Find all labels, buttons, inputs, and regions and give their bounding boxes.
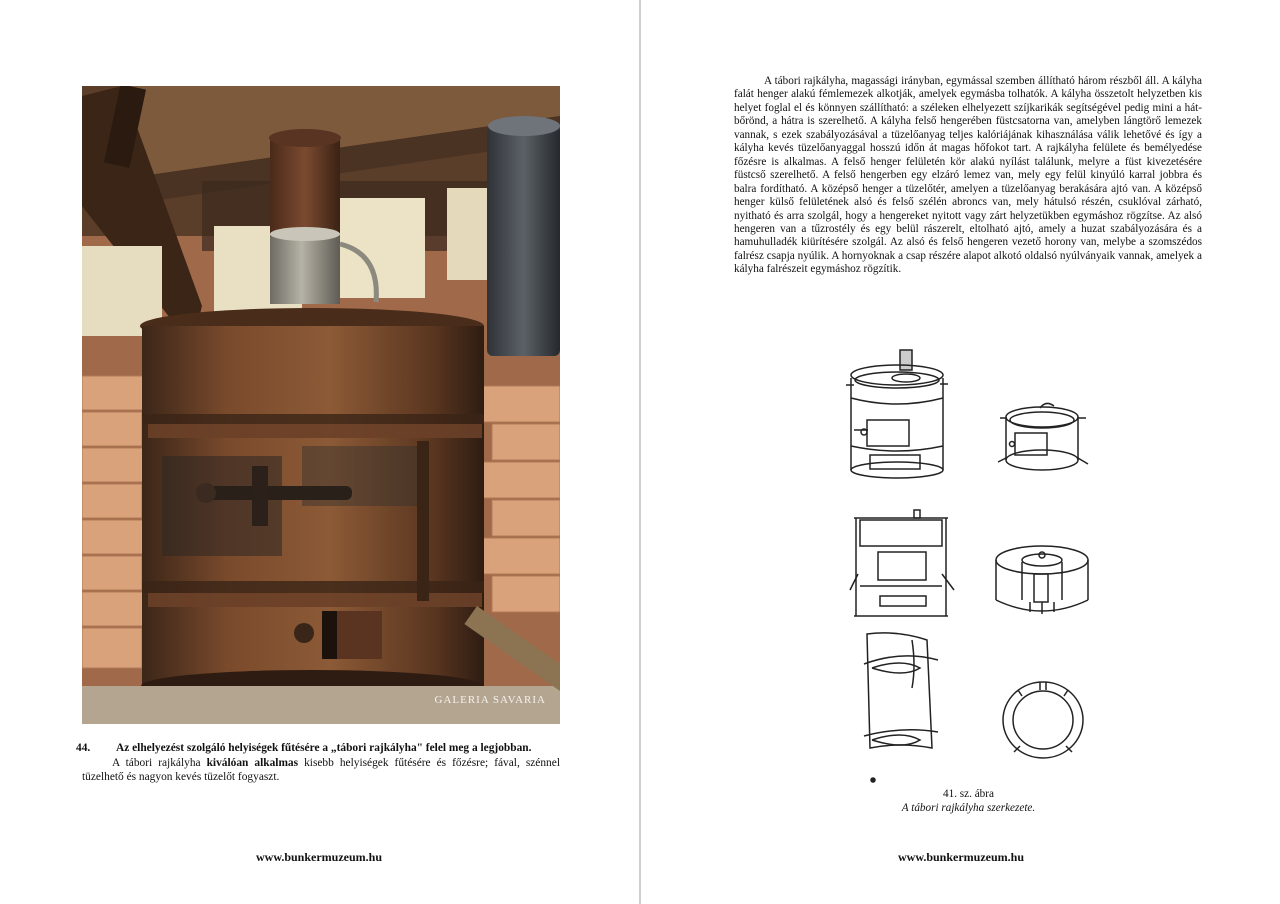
stove-technical-drawing <box>642 0 1280 904</box>
caption-body-prefix: A tábori rajkályha <box>112 756 207 769</box>
left-page <box>0 0 638 904</box>
drawing-hinge-band <box>864 633 938 782</box>
figure-caption <box>876 787 1061 815</box>
left-footer-url: www.bunkermuzeum.hu <box>255 850 383 864</box>
stove-description-text: A tábori rajkályha, magassági irányban, egymással szemben állítható három részből áll. A kályha falát henger alakú fémlemezek alkotják, amelyek egymásba tolhatók. A kályha összetolt helyzetben kis helyet foglal el és könnyen szállítható: a széleken elhelyezett szíjkarikák segítségével pedig mini a hát-bőrönd, a hátra is szerelhető. A kályha felső hengerében füstcsatorna van, amelyben lángtörő lemezek vannak, s ezek szabályozásával a tüzelőanyag teljes kalóriájának kihasználása válik lehetővé és így a kályha kevés tüzelőanyaggal hosszú időn át magas hőfokot tart. A rajkályha felülete és bemélyedése főzésre is alkalmas. A felső henger felületén kör alakú nyílást találunk, melyre a füst kivezetésére füstcső szerelhető. A felső hengerben egy elzáró lemez van, mely egy felül kinyúló karral jobbra és balra fordítható. A középső henger a tüzelőtér, amelyen a tüzelőanyag berakására ajtó van. A középső henger külső felületének alsó és felső szélén abroncs van, mely hátulsó részén, csuklóval zárható, nyitható és arra szolgál, hogy a hengereket nyitott vagy zárt helyzetükben egymáshoz rögzítse. Az alsó hengeren van a tűzrostély és egy belül rászerelt, eltolható ajtó, amely a huzat szabályozására és a hamuhulladék kiürítésére szolgál. Az alsó és felső hengeren vezető horony van, melybe a szomszédos falrész csapja nyúlik. A hornyoknak a csap részére alapot alkotó oldalsó nyúlványaik vannak, amelyek a kályha falrészeit egymáshoz rögzítik. <box>734 75 1202 276</box>
photo-watermark: GALERIA SAVARIA <box>434 694 546 706</box>
caption-body-bold: kiválóan alkalmas <box>206 756 299 769</box>
right-page <box>642 0 1280 904</box>
figure-caption-number: 41. sz. ábra <box>943 788 994 800</box>
figure-caption-subtitle: A tábori rajkályha szerkezete. <box>901 802 1036 814</box>
drawing-cross-section <box>850 510 954 616</box>
drawing-assembled-stove <box>846 350 948 478</box>
stove-photo-image <box>82 86 560 724</box>
caption-body-suffix: kisebb helyiségek fűtésére és főzésre; fával, szénnel tüzelhető és nagyon kevés tüzelőt fogyaszt. <box>82 756 560 783</box>
stove-photo <box>82 86 560 724</box>
caption-number: 44. <box>76 742 91 754</box>
right-footer-url: www.bunkermuzeum.hu <box>897 850 1025 864</box>
drawing-collapsed-stove <box>998 403 1088 470</box>
photo-caption <box>76 741 560 785</box>
caption-heading: Az elhelyezést szolgáló helyiségek fűtésére a „tábori rajkályha" felel meg a legjobban. <box>116 742 532 754</box>
caption-body <box>82 756 560 785</box>
drawing-ring-cutaway <box>996 546 1088 614</box>
page-divider <box>639 0 641 904</box>
drawing-top-ring <box>1003 682 1083 758</box>
